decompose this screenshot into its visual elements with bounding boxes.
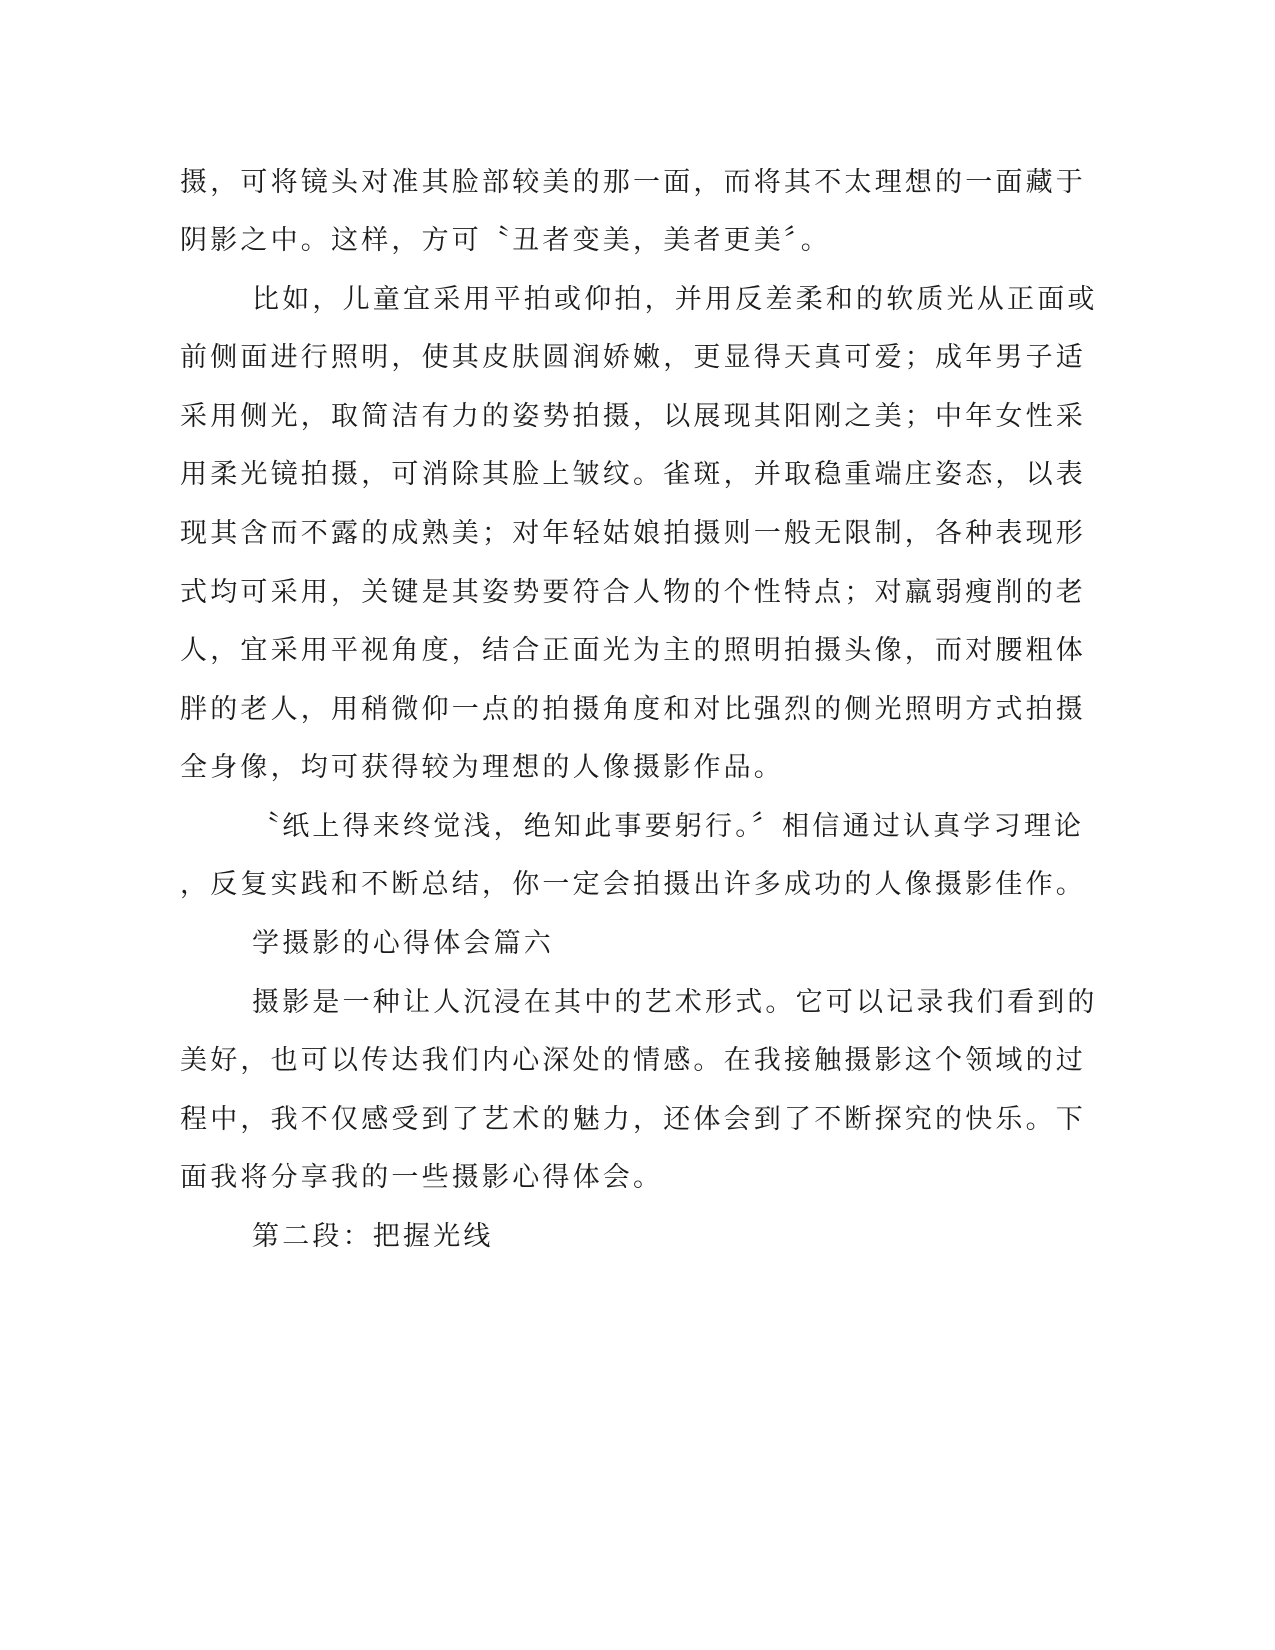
text-line: 面我将分享我的一些摄影心得体会。 — [180, 1162, 664, 1193]
text-line: 式均可采用，关键是其姿势要符合人物的个性特点；对羸弱瘦削的老 — [180, 577, 1086, 608]
text-line: 摄影是一种让人沉浸在其中的艺术形式。它可以记录我们看到的 — [252, 987, 1098, 1018]
text-line: 程中，我不仅感受到了艺术的魅力，还体会到了不断探究的快乐。下 — [180, 1104, 1086, 1135]
text-line: 阴影之中。这样，方可〝丑者变美，美者更美〞。 — [180, 225, 831, 256]
text-line: 比如，儿童宜采用平拍或仰拍，并用反差柔和的软质光从正面或 — [252, 284, 1098, 315]
section-heading: 学摄影的心得体会篇六 — [252, 928, 554, 959]
text-line: 〝纸上得来终觉浅，绝知此事要躬行。〞相信通过认真学习理论 — [252, 811, 1085, 842]
text-line: 人，宜采用平视角度，结合正面光为主的照明拍摄头像，而对腰粗体 — [180, 635, 1086, 666]
text-line: 胖的老人，用稍微仰一点的拍摄角度和对比强烈的侧光照明方式拍摄 — [180, 694, 1086, 725]
text-line: 前侧面进行照明，使其皮肤圆润娇嫩，更显得天真可爱；成年男子适 — [180, 342, 1086, 373]
text-line: 美好，也可以传达我们内心深处的情感。在我接触摄影这个领域的过 — [180, 1045, 1086, 1076]
text-line: 全身像，均可获得较为理想的人像摄影作品。 — [180, 752, 784, 783]
text-line: 现其含而不露的成熟美；对年轻姑娘拍摄则一般无限制，各种表现形 — [180, 518, 1086, 549]
text-line: 采用侧光，取简洁有力的姿势拍摄，以展现其阳刚之美；中年女性采 — [180, 401, 1086, 432]
text-line: 用柔光镜拍摄，可消除其脸上皱纹。雀斑，并取稳重端庄姿态，以表 — [180, 459, 1086, 490]
text-line: 摄，可将镜头对准其脸部较美的那一面，而将其不太理想的一面藏于 — [180, 167, 1086, 198]
section-heading: 第二段：把握光线 — [252, 1221, 494, 1252]
text-line: ，反复实践和不断总结，你一定会拍摄出许多成功的人像摄影佳作。 — [180, 869, 1086, 900]
